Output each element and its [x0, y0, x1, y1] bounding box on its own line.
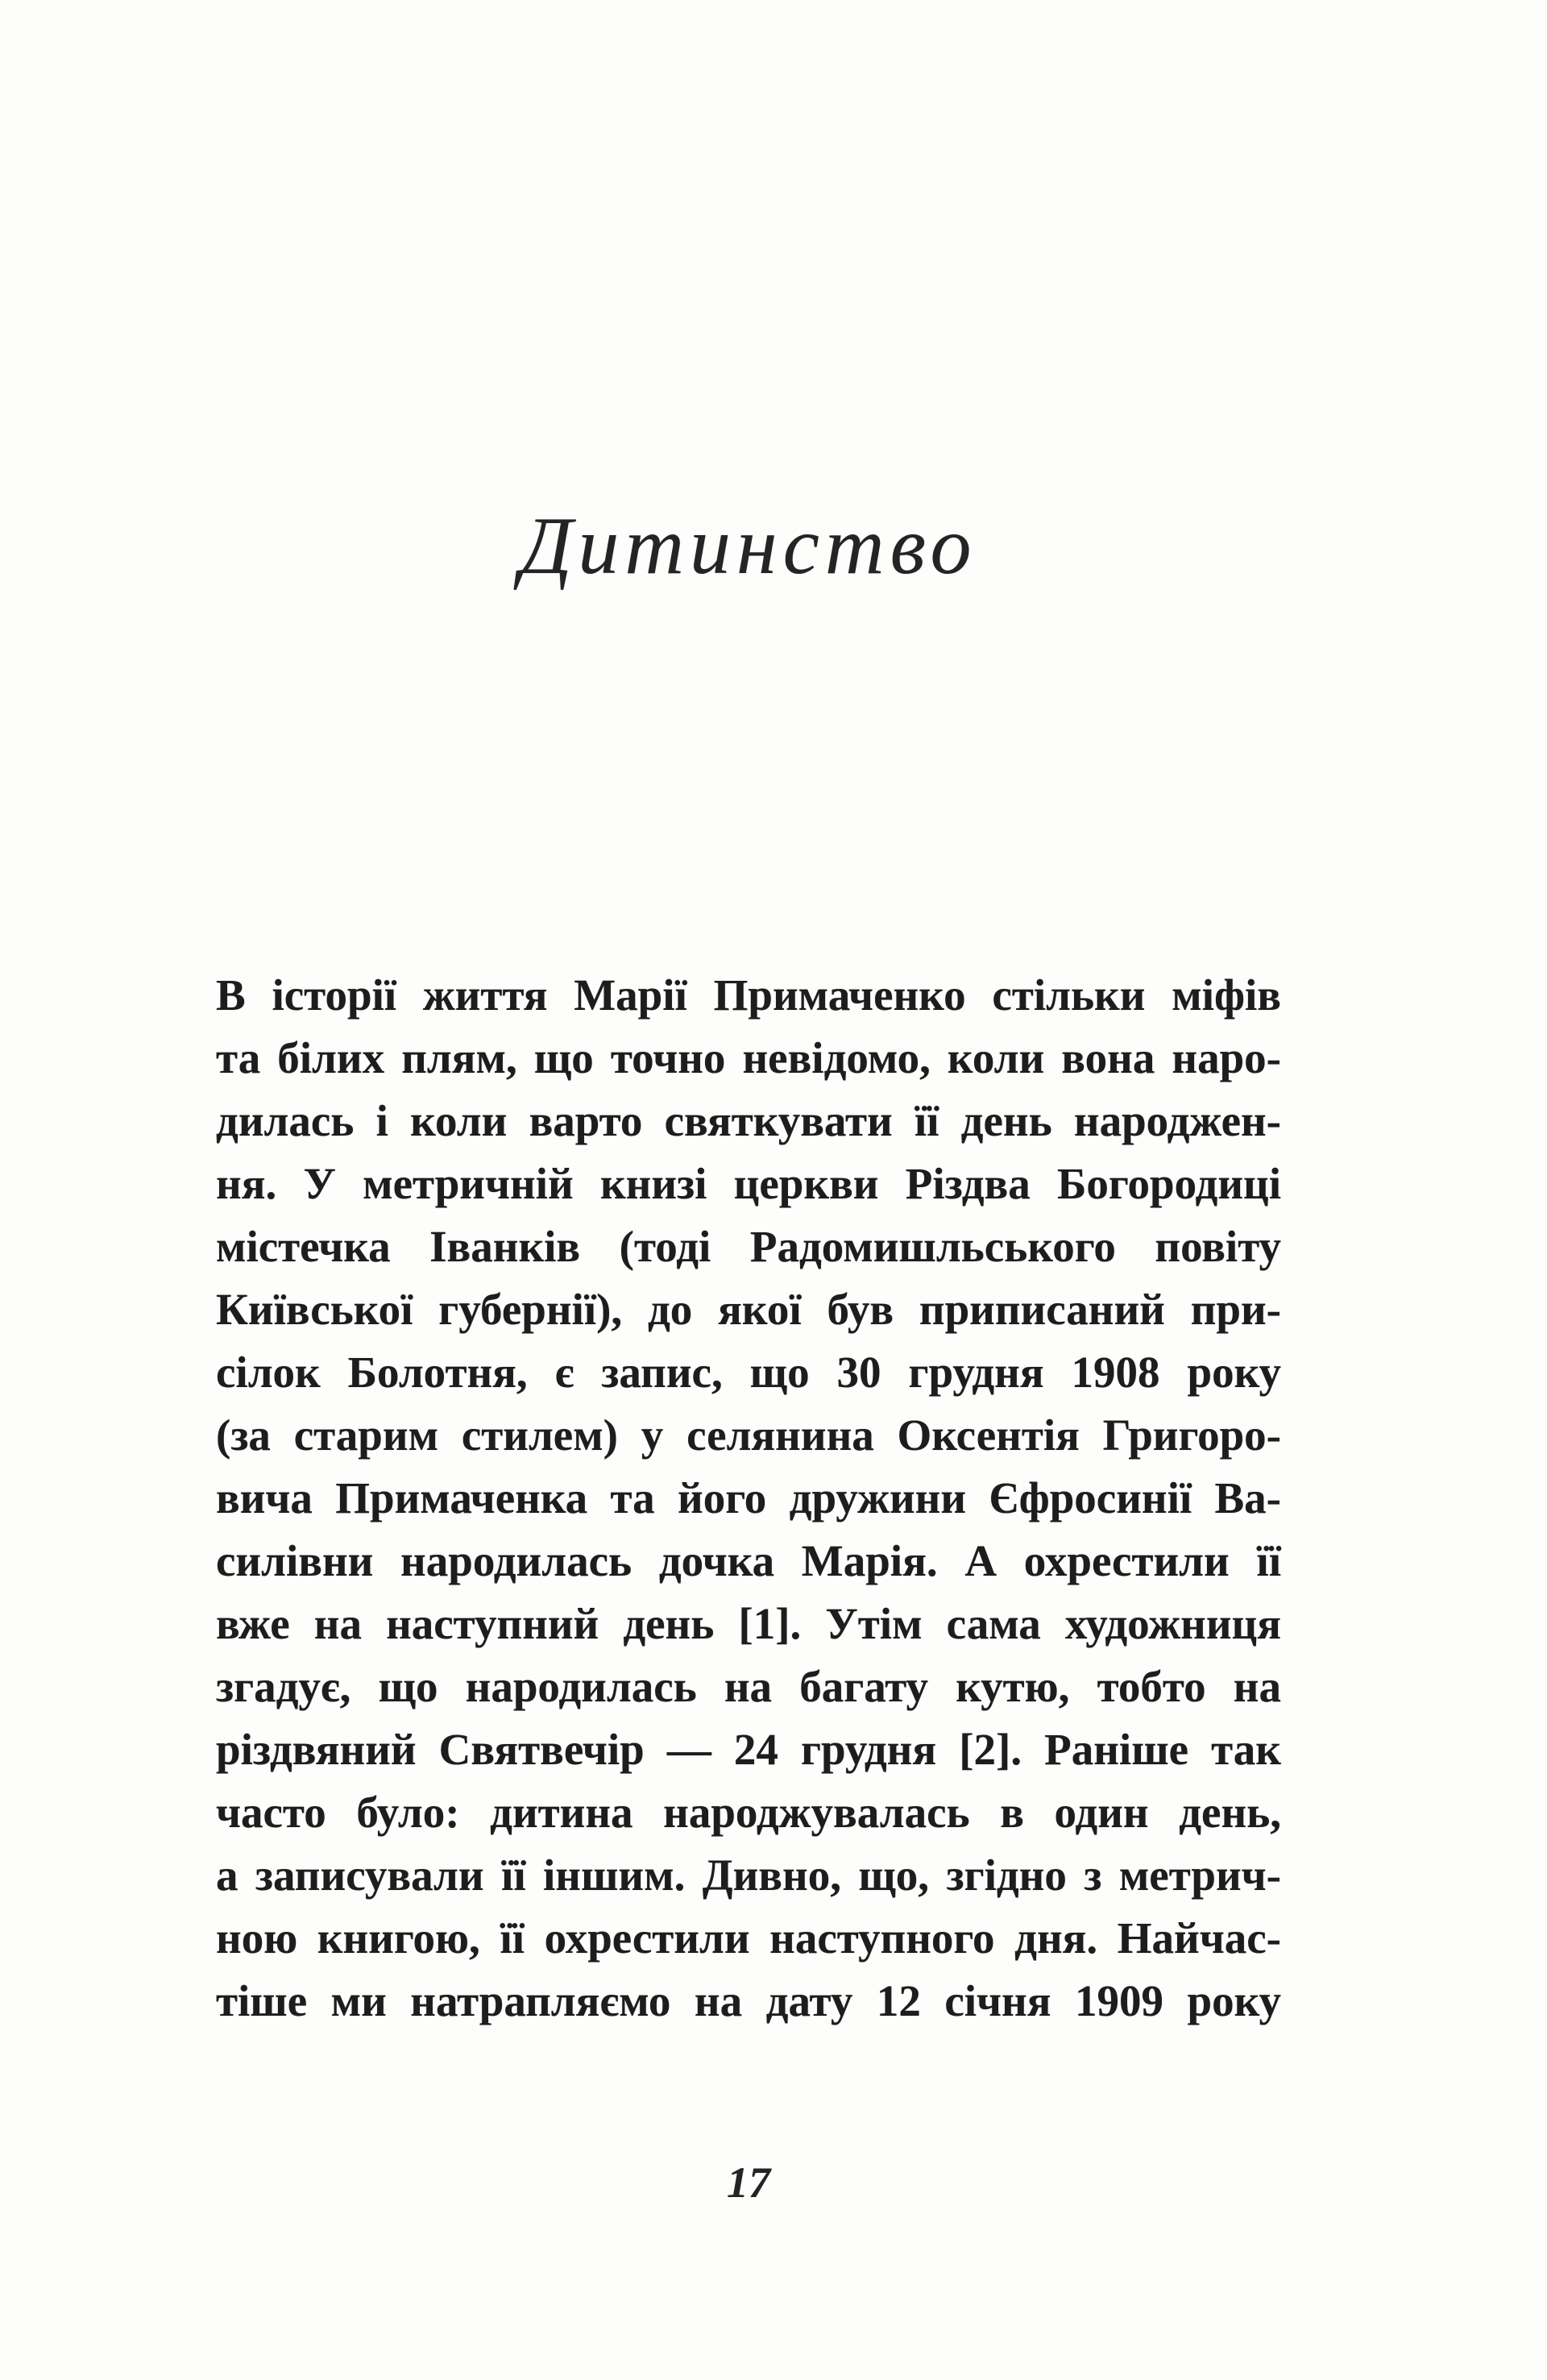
text-line: ня. У метричній книзі церкви Різдва Богородиці	[216, 1159, 1281, 1208]
text-line: сілок Болотня, є запис, що 30 грудня 1908 року	[216, 1348, 1281, 1397]
text-line: (за старим стилем) у селянина Оксентія Григоро-	[216, 1410, 1281, 1460]
text-line: та білих плям, що точно невідомо, коли вона наро-	[216, 1033, 1281, 1082]
text-line: силівни народилась дочка Марія. А охрестили її	[216, 1536, 1281, 1585]
text-line: тіше ми натрапляємо на дату 12 січня 1909 року	[216, 1976, 1281, 2025]
text-line: згадує, що народилась на багату кутю, тобто на	[216, 1662, 1281, 1711]
text-line: дилась і коли варто святкувати її день народжен-	[216, 1096, 1281, 1145]
chapter-title: Дитинство	[520, 501, 977, 592]
text-line: часто було: дитина народжувалась в один день,	[216, 1788, 1281, 1837]
text-line: вже на наступний день [1]. Утім сама художниця	[216, 1599, 1281, 1648]
text-line: містечка Іванків (тоді Радомишльського повіту	[216, 1222, 1281, 1271]
text-line: а записували її іншим. Дивно, що, згідно з метрич-	[216, 1850, 1281, 1900]
text-line: В історії життя Марії Примаченко стільки міфів	[216, 970, 1281, 1020]
text-line: Київської губернії), до якої був приписаний при-	[216, 1285, 1281, 1334]
body-paragraph	[216, 964, 1281, 2033]
text-line: різдвяний Святвечір — 24 грудня [2]. Раніше так	[216, 1725, 1281, 1774]
page-number: 17	[727, 2158, 770, 2207]
text-line: вича Примаченка та його дружини Єфросинії Ва-	[216, 1473, 1281, 1522]
text-line: ною книгою, її охрестили наступного дня. Найчас-	[216, 1913, 1281, 1963]
